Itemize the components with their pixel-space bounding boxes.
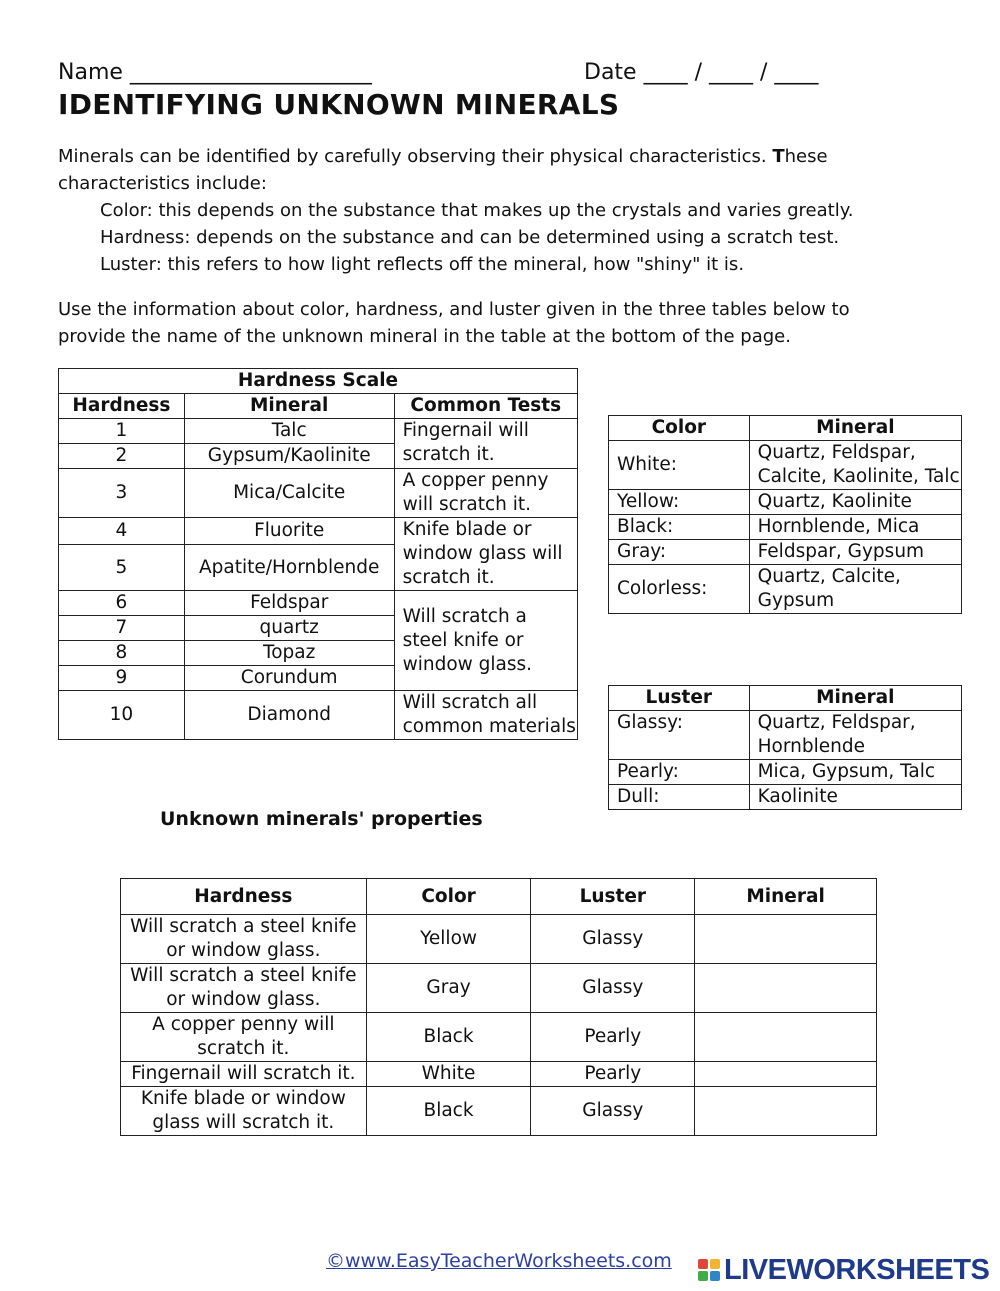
hardness-value: 1 xyxy=(59,419,185,444)
luster-cell: Pearly: xyxy=(609,760,750,785)
list-item: Hardness: depends on the substance and can be determined using a scratch test. xyxy=(100,227,840,248)
hardness-value: 4 xyxy=(59,518,185,545)
color-table xyxy=(608,415,962,614)
copyright-link[interactable]: ©www.EasyTeacherWorksheets.com xyxy=(326,1250,672,1272)
hardness-scale-table xyxy=(58,368,578,740)
table-row xyxy=(609,490,962,515)
column-header: Hardness xyxy=(121,879,367,915)
luster-cell: Pearly xyxy=(531,1013,695,1062)
color-cell: Yellow xyxy=(366,915,531,964)
table-row xyxy=(609,711,962,760)
mineral-cell: Topaz xyxy=(184,641,394,666)
mineral-answer-field[interactable] xyxy=(695,915,877,964)
mineral-answer-field[interactable] xyxy=(695,1013,877,1062)
color-cell: Yellow: xyxy=(609,490,750,515)
mineral-cell: Hornblende, Mica xyxy=(749,515,961,540)
hardness-cell: Will scratch a steel knife or window glass. xyxy=(121,915,367,964)
table-caption: Hardness Scale xyxy=(59,369,578,394)
date-line[interactable]: Date ____ / ____ / ____ xyxy=(584,60,819,85)
luster-table xyxy=(608,685,962,810)
list-item: Luster: this refers to how light reflects off the mineral, how "shiny" it is. xyxy=(100,254,745,275)
hardness-cell: Fingernail will scratch it. xyxy=(121,1062,367,1087)
mineral-cell: Corundum xyxy=(184,666,394,691)
instructions-line: Use the information about color, hardness, and luster given in the three tables below to xyxy=(58,299,850,320)
color-cell: Black: xyxy=(609,515,750,540)
hardness-cell: Will scratch a steel knife or window glass. xyxy=(121,964,367,1013)
table-row xyxy=(609,441,962,490)
column-header: Mineral xyxy=(184,394,394,419)
hardness-cell: A copper penny will scratch it. xyxy=(121,1013,367,1062)
luster-cell: Glassy xyxy=(531,1087,695,1136)
intro-line-1: Minerals can be identified by carefully observing their physical characteristics. These xyxy=(58,146,828,167)
table-row xyxy=(609,565,962,614)
table-row xyxy=(59,591,578,616)
test-cell: Will scratch all common materials xyxy=(394,691,577,740)
table-row xyxy=(609,785,962,810)
hardness-value: 5 xyxy=(59,545,185,591)
test-cell: Fingernail will scratch it. xyxy=(394,419,577,469)
mineral-cell: Mica/Calcite xyxy=(184,469,394,518)
mineral-cell: Talc xyxy=(184,419,394,444)
instructions-line: provide the name of the unknown mineral in the table at the bottom of the page. xyxy=(58,326,791,347)
hardness-value: 7 xyxy=(59,616,185,641)
color-cell: Black xyxy=(366,1087,531,1136)
color-cell: White xyxy=(366,1062,531,1087)
column-header: Luster xyxy=(531,879,695,915)
table-row xyxy=(609,540,962,565)
luster-cell: Glassy: xyxy=(609,711,750,760)
luster-cell: Dull: xyxy=(609,785,750,810)
page-title: IDENTIFYING UNKNOWN MINERALS xyxy=(58,88,620,121)
characteristics-list xyxy=(58,197,854,278)
column-header: Mineral xyxy=(695,879,877,915)
table-row xyxy=(121,964,877,1013)
mineral-answer-field[interactable] xyxy=(695,964,877,1013)
intro-text xyxy=(58,143,854,278)
intro-line-2: characteristics include: xyxy=(58,173,267,194)
hardness-cell: Knife blade or window glass will scratch it. xyxy=(121,1087,367,1136)
mineral-cell: Mica, Gypsum, Talc xyxy=(749,760,961,785)
color-cell: Colorless: xyxy=(609,565,750,614)
mineral-cell: Diamond xyxy=(184,691,394,740)
table-row xyxy=(121,1087,877,1136)
instructions xyxy=(58,296,850,350)
mineral-cell: Feldspar xyxy=(184,591,394,616)
mineral-cell: Quartz, Kaolinite xyxy=(749,490,961,515)
liveworksheets-logo xyxy=(698,1254,989,1286)
table-row xyxy=(609,760,962,785)
mineral-cell: Quartz, Feldspar, Hornblende xyxy=(749,711,961,760)
mineral-answer-field[interactable] xyxy=(695,1062,877,1087)
table-row xyxy=(59,419,578,444)
list-item: Color: this depends on the substance that makes up the crystals and varies greatly. xyxy=(100,200,854,221)
table-row xyxy=(121,1062,877,1087)
color-cell: Gray xyxy=(366,964,531,1013)
table-row xyxy=(121,1013,877,1062)
column-header: Color xyxy=(366,879,531,915)
hardness-value: 8 xyxy=(59,641,185,666)
table-row xyxy=(121,915,877,964)
luster-cell: Glassy xyxy=(531,964,695,1013)
mineral-cell: Kaolinite xyxy=(749,785,961,810)
logo-text: LIVEWORKSHEETS xyxy=(724,1254,990,1286)
hardness-value: 10 xyxy=(59,691,185,740)
hardness-value: 2 xyxy=(59,444,185,469)
table-row xyxy=(59,691,578,740)
mineral-cell: Apatite/Hornblende xyxy=(184,545,394,591)
luster-cell: Pearly xyxy=(531,1062,695,1087)
column-header: Mineral xyxy=(749,416,961,441)
table-row xyxy=(609,515,962,540)
mineral-cell: Quartz, Feldspar, Calcite, Kaolinite, Talc xyxy=(749,441,961,490)
hardness-value: 6 xyxy=(59,591,185,616)
column-header: Common Tests xyxy=(394,394,577,419)
test-cell: A copper penny will scratch it. xyxy=(394,469,577,518)
column-header: Hardness xyxy=(59,394,185,419)
mineral-cell: quartz xyxy=(184,616,394,641)
mineral-cell: Gypsum/Kaolinite xyxy=(184,444,394,469)
mineral-cell: Quartz, Calcite, Gypsum xyxy=(749,565,961,614)
hardness-value: 9 xyxy=(59,666,185,691)
mineral-cell: Fluorite xyxy=(184,518,394,545)
mineral-answer-field[interactable] xyxy=(695,1087,877,1136)
table-row xyxy=(59,518,578,545)
hardness-value: 3 xyxy=(59,469,185,518)
unknown-section-title: Unknown minerals' properties xyxy=(160,808,483,830)
column-header: Mineral xyxy=(749,686,961,711)
color-cell: Black xyxy=(366,1013,531,1062)
color-cell: White: xyxy=(609,441,750,490)
name-line[interactable]: Name ______________________ xyxy=(58,60,372,85)
luster-cell: Glassy xyxy=(531,915,695,964)
unknown-minerals-table xyxy=(120,878,877,1136)
test-cell: Will scratch a steel knife or window glass. xyxy=(394,591,577,691)
color-cell: Gray: xyxy=(609,540,750,565)
mineral-cell: Feldspar, Gypsum xyxy=(749,540,961,565)
column-header: Luster xyxy=(609,686,750,711)
column-header: Color xyxy=(609,416,750,441)
test-cell: Knife blade or window glass will scratch it. xyxy=(394,518,577,591)
logo-blocks-icon xyxy=(698,1259,720,1281)
table-row xyxy=(59,469,578,518)
